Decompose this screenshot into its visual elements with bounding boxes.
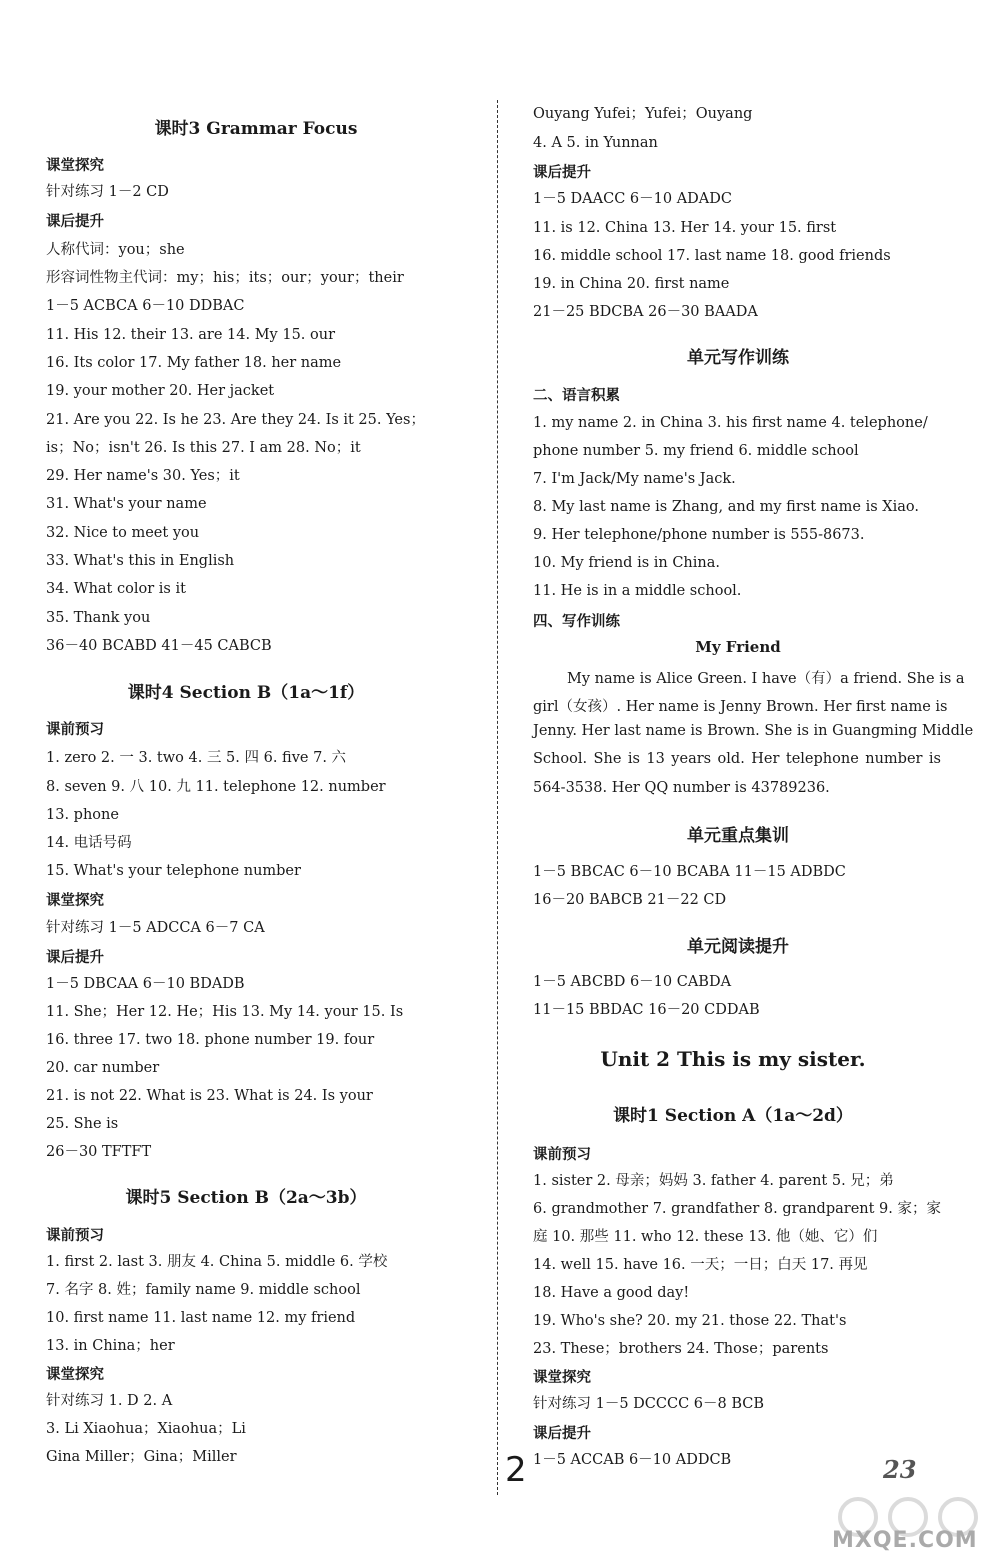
handwritten-number: 2 [505, 1450, 527, 1490]
page-number: 23 [883, 1455, 917, 1484]
answer-line: 庭 10. 那些 11. who 12. these 13. 他（她、它）们 [533, 1229, 878, 1245]
column-divider [497, 100, 498, 1495]
answer-line: 16. Its color 17. My father 18. her name [46, 355, 342, 371]
lesson4-heading: 课时4 Section B（1a～1f） [127, 683, 365, 703]
answer-line: 6. grandmother 7. grandfather 8. grandparent 9. 家；家 [533, 1201, 941, 1217]
answer-line: 7. 名字 8. 姓；family name 9. middle school [46, 1282, 361, 1298]
answer-line: 8. seven 9. 八 10. 九 11. telephone 12. number [46, 779, 386, 795]
lesson5-section-preview: 课前预习 [46, 1227, 104, 1244]
answer-line: 19. your mother 20. Her jacket [46, 383, 275, 399]
answer-line: 21. is not 22. What is 23. What is 24. Is your [46, 1088, 373, 1104]
answer-line: 11. is 12. China 13. Her 14. your 15. first [533, 220, 837, 236]
lesson5-section-classroom: 课堂探究 [46, 1366, 104, 1383]
answer-line: 13. phone [46, 807, 119, 823]
lesson3-section-classroom: 课堂探究 [46, 157, 104, 174]
lesson5-heading: 课时5 Section B（2a～3b） [125, 1188, 367, 1208]
answer-line: is；No；isn't 26. Is this 27. I am 28. No；it [46, 440, 361, 456]
answer-line: 21－25 BDCBA 26－30 BAADA [533, 304, 758, 320]
answer-line: 1. sister 2. 母亲；妈妈 3. father 4. parent 5. 兄；弟 [533, 1173, 894, 1189]
section-after: 课后提升 [533, 164, 591, 181]
answer-line: 32. Nice to meet you [46, 525, 200, 541]
answer-line: 14. 电话号码 [46, 835, 132, 851]
answer-line: 35. Thank you [46, 610, 151, 626]
answer-line: 10. first name 11. last name 12. my friend [46, 1310, 356, 1326]
answer-line: 1. zero 2. 一 3. two 4. 三 5. 四 6. five 7. 六 [46, 750, 347, 766]
focus-heading: 单元重点集训 [687, 826, 789, 846]
answer-line: 31. What's your name [46, 496, 207, 512]
answer-line: 1－5 BBCAC 6－10 BCABA 11－15 ADBDC [533, 864, 846, 880]
answer-line: 18. Have a good day! [533, 1285, 690, 1301]
answer-line: 11. She；Her 12. He；His 13. My 14. your 15. Is [46, 1004, 404, 1020]
answer-line: 16. three 17. two 18. phone number 19. four [46, 1032, 375, 1048]
unit2-section-after: 课后提升 [533, 1425, 591, 1442]
answer-line: 16. middle school 17. last name 18. good friends [533, 248, 891, 264]
answer-line: 10. My friend is in China. [533, 555, 720, 571]
answer-line: 7. I'm Jack/My name's Jack. [533, 471, 736, 487]
answer-line: 16－20 BABCB 21－22 CD [533, 892, 727, 908]
answer-line: 4. A 5. in Yunnan [533, 135, 658, 151]
essay-line: 564-3538. Her QQ number is 43789236. [533, 780, 830, 796]
answer-line: Ouyang Yufei；Yufei；Ouyang [533, 106, 753, 122]
answer-line: Gina Miller；Gina；Miller [46, 1449, 237, 1465]
unit2-section-preview: 课前预习 [533, 1146, 591, 1163]
unit2-title: Unit 2 This is my sister. [600, 1047, 866, 1071]
section-writing: 四、写作训练 [533, 613, 620, 630]
answer-line: 11－15 BBDAC 16－20 CDDAB [533, 1002, 760, 1018]
answer-line: 34. What color is it [46, 581, 186, 597]
essay-line: girl（女孩）. Her name is Jenny Brown. Her first name is [533, 699, 948, 715]
answer-line: 21. Are you 22. Is he 23. Are they 24. Is it 25. Yes； [46, 412, 425, 428]
lesson4-section-classroom: 课堂探究 [46, 892, 104, 909]
lesson4-section-after: 课后提升 [46, 949, 104, 966]
lesson4-section-preview: 课前预习 [46, 721, 104, 738]
answer-line: 14. well 15. have 16. 一天；一日；白天 17. 再见 [533, 1257, 868, 1273]
answer-line: 11. His 12. their 13. are 14. My 15. our [46, 327, 336, 343]
answer-line: 9. Her telephone/phone number is 555-8673. [533, 527, 865, 543]
unit2-practice-line: 针对练习 1－5 DCCCC 6－8 BCB [533, 1396, 765, 1412]
answer-line: 25. She is [46, 1116, 119, 1132]
watermark-text: MXQE.COM [832, 1528, 978, 1553]
essay-line: School. She is 13 years old. Her telephone number is [533, 751, 941, 767]
answer-line: 26－30 TFTFT [46, 1144, 152, 1160]
answer-line: phone number 5. my friend 6. middle school [533, 443, 859, 459]
answer-line: 20. car number [46, 1060, 160, 1076]
answer-line: 1. first 2. last 3. 朋友 4. China 5. middle 6. 学校 [46, 1254, 388, 1270]
essay-line: My name is Alice Green. I have（有）a friend. She is a [567, 671, 965, 687]
answer-line: 13. in China；her [46, 1338, 175, 1354]
answer-line: 15. What's your telephone number [46, 863, 301, 879]
section-language: 二、语言积累 [533, 387, 620, 404]
answer-line: 1－5 ACCAB 6－10 ADDCB [533, 1452, 732, 1468]
answer-line: 人称代词：you；she [46, 242, 185, 258]
answer-line: 1－5 DBCAA 6－10 BDADB [46, 976, 245, 992]
unit2-lesson1-heading: 课时1 Section A（1a～2d） [613, 1106, 853, 1126]
answer-line: 形容词性物主代词：my；his；its；our；your；their [46, 270, 404, 286]
unit2-section-classroom: 课堂探究 [533, 1369, 591, 1386]
answer-line: 3. Li Xiaohua；Xiaohua；Li [46, 1421, 246, 1437]
answer-line: 19. in China 20. first name [533, 276, 730, 292]
lesson3-heading: 课时3 Grammar Focus [154, 119, 358, 139]
lesson3-section-after: 课后提升 [46, 213, 104, 230]
writing-heading: 单元写作训练 [687, 348, 789, 368]
answer-line: 36－40 BCABD 41－45 CABCB [46, 638, 272, 654]
lesson3-practice-line: 针对练习 1－2 CD [46, 184, 169, 200]
answer-line: 11. He is in a middle school. [533, 583, 742, 599]
lesson4-practice-line: 针对练习 1－5 ADCCA 6－7 CA [46, 920, 265, 936]
answer-line: 23. These；brothers 24. Those；parents [533, 1341, 829, 1357]
answer-line: 针对练习 1. D 2. A [46, 1393, 173, 1409]
essay-line: Jenny. Her last name is Brown. She is in Guangming Middle [533, 723, 974, 739]
answer-line: 1. my name 2. in China 3. his first name 4. telephone/ [533, 415, 928, 431]
answer-line: 1－5 DAACC 6－10 ADADC [533, 191, 732, 207]
reading-heading: 单元阅读提升 [687, 937, 789, 957]
answer-line: 19. Who's she? 20. my 21. those 22. That's [533, 1313, 847, 1329]
answer-line: 8. My last name is Zhang, and my first name is Xiao. [533, 499, 919, 515]
answer-line: 33. What's this in English [46, 553, 235, 569]
essay-title: My Friend [695, 638, 781, 656]
answer-line: 29. Her name's 30. Yes；it [46, 468, 240, 484]
answer-line: 1－5 ACBCA 6－10 DDBAC [46, 298, 245, 314]
answer-line: 1－5 ABCBD 6－10 CABDA [533, 974, 732, 990]
